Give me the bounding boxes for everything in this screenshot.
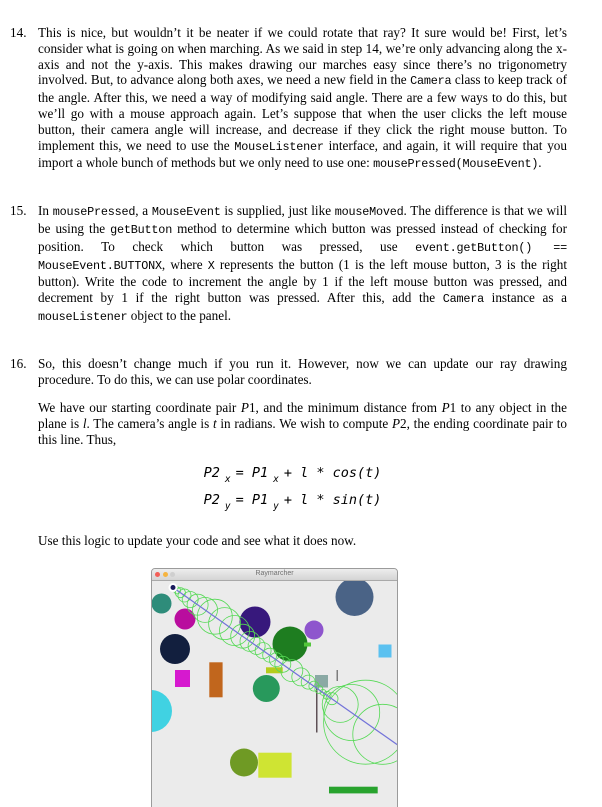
inline-code: Camera <box>410 74 452 89</box>
list-number: 14. <box>10 25 27 40</box>
equation-block <box>38 463 547 517</box>
skyblue-square <box>379 644 392 657</box>
inline-var: l <box>82 416 87 432</box>
inline-code: getButton <box>110 222 173 237</box>
pink-square <box>175 670 190 687</box>
dark-vertical-line <box>316 687 318 732</box>
formula-text: + l * cos(t) <box>283 464 382 481</box>
paragraph: We have our starting coordinate pair P1, and the minimum distance from P1 to any object in the plane is l. The camera’s angle is t in radians. We wish to compute P2, the ending coordinate pair to this line. Thus, <box>38 400 567 447</box>
formula-text: P2 <box>203 491 220 508</box>
inline-code: X <box>207 258 215 273</box>
formula-text: = P1 <box>235 491 269 508</box>
equation-line-x <box>38 463 547 490</box>
olive-circle <box>230 748 258 776</box>
paragraph: Use this logic to update your code and see what it does now. <box>38 532 357 548</box>
forest-green-circle <box>273 626 308 661</box>
list-number: 16. <box>10 355 27 371</box>
window-titlebar <box>152 569 397 581</box>
green-stub-rect <box>304 642 311 646</box>
inline-var: P <box>240 400 249 416</box>
orange-rect <box>209 662 222 697</box>
seagreen-circle <box>253 675 280 702</box>
inline-var: P <box>391 416 401 432</box>
inline-code: mousePressed <box>52 205 136 220</box>
formula-text: P2 <box>203 464 220 481</box>
paragraph: So, this doesn’t change much if you run it. However, now we can update our ray drawing procedure. To do this, we can use polar coordinates. <box>38 355 567 387</box>
formula-text: + l * sin(t) <box>283 491 382 508</box>
purple-circle <box>305 620 324 639</box>
inline-code: mousePressed(MouseEvent) <box>373 157 539 172</box>
window-title: Raymarcher <box>255 570 294 578</box>
raymarcher-window-screenshot <box>151 568 398 807</box>
list-item-14 <box>10 25 567 173</box>
paragraph: This is nice, but wouldn’t it be neater if we could rotate that ray? It sure would be! First, let’s consider what is going on when marching. As we said in step 14, we’re only advancing along the x-axis and not the y-axis. This makes drawing our marches easy since there’s no trigonometry involved. But, to advance along both axes, we need a new field in the Camera class to keep track of the angle. After this, we need a way of modifying said angle. There are a few ways to do this, but we’ll go with a mouse approach again. Let’s suppose that when the user clicks the left mouse button, their camera angle will increase, and decrease if they click the right mouse button. To implement this, we need to use the MouseListener interface, and again, it will require that you import a whole bunch of methods but we only need to use one: mousePressed(MouseEvent). <box>38 25 567 172</box>
equation-line-y <box>38 490 547 517</box>
list-number: 15. <box>10 203 27 219</box>
camera-dot <box>171 585 176 590</box>
inline-var: t <box>212 416 217 432</box>
subscript: y <box>224 500 231 512</box>
inline-code: Camera <box>442 292 485 307</box>
teal-circle <box>152 593 172 613</box>
paragraph: In mousePressed, a MouseEvent is supplied, just like mouseMoved. The difference is that we will be using the getButton method to determine which button was pressed instead of checking for position. To check which button was pressed, use event.getButton() == MouseEvent.BUTTONX, where X represents the button (1 is the left mouse button, 3 is the right button). Write the code to increment the angle by 1 if the left mouse button was pressed, and decrement by 1 if the right button was pressed. After this, add the Camera instance as a mouseListener object to the panel. <box>38 203 567 324</box>
raymarcher-canvas <box>152 581 397 807</box>
inline-code: mouseListener <box>38 309 128 324</box>
yellowgreen-bar <box>266 667 283 673</box>
grey-tick-line <box>337 670 339 681</box>
inline-code: MouseEvent <box>151 205 221 220</box>
chartreuse-square <box>258 752 291 777</box>
inline-code: MouseListener <box>234 139 324 154</box>
navy-circle <box>160 634 190 664</box>
inline-code: event.getButton() == MouseEvent.BUTTONX <box>38 240 567 273</box>
document-content <box>10 25 567 807</box>
list-item-16 <box>10 356 567 807</box>
formula-text: = P1 <box>235 464 269 481</box>
list-item-15 <box>10 203 567 326</box>
subscript: y <box>273 500 279 512</box>
green-bar <box>329 786 378 793</box>
subscript: x <box>224 473 231 485</box>
inline-var: P <box>441 400 450 416</box>
subscript: x <box>273 473 279 485</box>
inline-code: mouseMoved <box>334 205 404 220</box>
